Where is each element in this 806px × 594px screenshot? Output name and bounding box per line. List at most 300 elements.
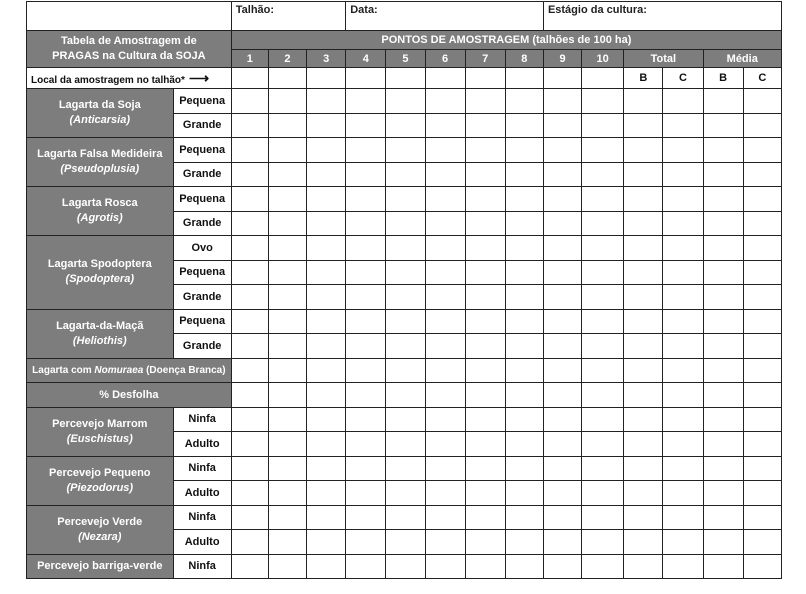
data-cell[interactable] <box>307 162 346 187</box>
data-cell[interactable] <box>386 530 425 555</box>
data-cell[interactable] <box>268 89 306 114</box>
data-cell[interactable] <box>386 187 425 212</box>
data-cell[interactable] <box>505 554 543 579</box>
data-cell[interactable] <box>582 285 624 310</box>
data-cell[interactable] <box>703 138 743 163</box>
data-cell[interactable] <box>465 113 505 138</box>
data-cell[interactable] <box>743 432 781 457</box>
data-cell[interactable] <box>582 236 624 261</box>
data-cell[interactable] <box>465 383 505 408</box>
data-cell[interactable] <box>505 505 543 530</box>
data-cell[interactable] <box>386 505 425 530</box>
data-cell[interactable] <box>543 505 581 530</box>
data-cell[interactable] <box>582 187 624 212</box>
data-cell[interactable] <box>268 285 306 310</box>
data-cell[interactable] <box>703 383 743 408</box>
data-cell[interactable] <box>543 211 581 236</box>
data-cell[interactable] <box>703 456 743 481</box>
data-cell[interactable] <box>543 358 581 383</box>
data-cell[interactable] <box>663 505 703 530</box>
data-cell[interactable] <box>624 211 663 236</box>
data-cell[interactable] <box>346 260 386 285</box>
data-cell[interactable] <box>543 113 581 138</box>
data-cell[interactable] <box>425 456 465 481</box>
data-cell[interactable] <box>624 383 663 408</box>
data-cell[interactable] <box>624 113 663 138</box>
data-cell[interactable] <box>268 211 306 236</box>
data-cell[interactable] <box>663 211 703 236</box>
data-cell[interactable] <box>425 407 465 432</box>
data-cell[interactable] <box>703 554 743 579</box>
data-cell[interactable] <box>386 481 425 506</box>
data-cell[interactable] <box>582 309 624 334</box>
data-cell[interactable] <box>505 236 543 261</box>
data-cell[interactable] <box>386 407 425 432</box>
data-cell[interactable] <box>465 285 505 310</box>
data-cell[interactable] <box>663 309 703 334</box>
data-cell[interactable] <box>582 260 624 285</box>
data-cell[interactable] <box>425 505 465 530</box>
data-cell[interactable] <box>307 554 346 579</box>
data-cell[interactable] <box>268 432 306 457</box>
data-cell[interactable] <box>268 187 306 212</box>
talhao-field[interactable]: Talhão: <box>231 2 345 31</box>
data-cell[interactable] <box>743 407 781 432</box>
local-cell[interactable] <box>505 68 543 89</box>
pest-name-cell <box>27 407 174 456</box>
local-cell[interactable] <box>386 68 425 89</box>
data-cell[interactable] <box>624 358 663 383</box>
data-cell[interactable] <box>231 358 268 383</box>
data-cell[interactable] <box>543 138 581 163</box>
data-cell[interactable] <box>703 309 743 334</box>
data-cell[interactable] <box>231 260 268 285</box>
data-cell[interactable] <box>543 334 581 359</box>
data-cell[interactable] <box>465 309 505 334</box>
local-cell[interactable] <box>307 68 346 89</box>
data-cell[interactable] <box>703 407 743 432</box>
data-cell[interactable] <box>465 554 505 579</box>
data-cell[interactable] <box>624 481 663 506</box>
data-cell[interactable] <box>307 358 346 383</box>
data-cell[interactable] <box>231 285 268 310</box>
data-cell[interactable] <box>663 383 703 408</box>
data-cell[interactable] <box>307 211 346 236</box>
data-cell[interactable] <box>703 530 743 555</box>
data-cell[interactable] <box>743 236 781 261</box>
data-cell[interactable] <box>386 285 425 310</box>
data-cell[interactable] <box>346 309 386 334</box>
sampling-sheet <box>26 1 782 579</box>
data-cell[interactable] <box>268 334 306 359</box>
data-cell[interactable] <box>307 456 346 481</box>
data-cell[interactable] <box>743 530 781 555</box>
data-cell[interactable] <box>268 358 306 383</box>
data-cell[interactable] <box>307 285 346 310</box>
data-cell[interactable] <box>582 162 624 187</box>
data-cell[interactable] <box>386 113 425 138</box>
data-cell[interactable] <box>543 89 581 114</box>
data-cell[interactable] <box>386 260 425 285</box>
data-cell[interactable] <box>307 530 346 555</box>
data-cell[interactable] <box>505 138 543 163</box>
data-cell[interactable] <box>624 285 663 310</box>
data-cell[interactable] <box>703 285 743 310</box>
data-cell[interactable] <box>663 162 703 187</box>
data-cell[interactable] <box>582 481 624 506</box>
data-cell[interactable] <box>307 334 346 359</box>
data-cell[interactable] <box>582 211 624 236</box>
data-cell[interactable] <box>743 334 781 359</box>
data-cell[interactable] <box>268 162 306 187</box>
data-cell[interactable] <box>346 432 386 457</box>
data-cell[interactable] <box>465 432 505 457</box>
data-cell[interactable] <box>346 530 386 555</box>
data-cell[interactable] <box>231 505 268 530</box>
data-cell[interactable] <box>231 554 268 579</box>
data-cell[interactable] <box>743 309 781 334</box>
data-cell[interactable] <box>425 383 465 408</box>
data-cell[interactable] <box>703 432 743 457</box>
data-cell[interactable] <box>346 554 386 579</box>
data-cell[interactable] <box>386 383 425 408</box>
data-cell[interactable] <box>543 236 581 261</box>
data-cell[interactable] <box>425 481 465 506</box>
data-cell[interactable] <box>231 383 268 408</box>
data-cell[interactable] <box>307 481 346 506</box>
data-cell[interactable] <box>386 236 425 261</box>
data-cell[interactable] <box>386 211 425 236</box>
data-cell[interactable] <box>543 260 581 285</box>
data-cell[interactable] <box>624 162 663 187</box>
data-cell[interactable] <box>703 113 743 138</box>
data-cell[interactable] <box>307 505 346 530</box>
local-cell[interactable] <box>582 68 624 89</box>
data-field[interactable]: Data: <box>346 2 544 31</box>
data-cell[interactable] <box>231 456 268 481</box>
data-cell[interactable] <box>465 138 505 163</box>
data-cell[interactable] <box>582 456 624 481</box>
local-cell[interactable] <box>425 68 465 89</box>
data-cell[interactable] <box>465 456 505 481</box>
data-cell[interactable] <box>231 309 268 334</box>
data-cell[interactable] <box>624 138 663 163</box>
data-cell[interactable] <box>624 89 663 114</box>
data-cell[interactable] <box>663 456 703 481</box>
data-cell[interactable] <box>425 334 465 359</box>
data-cell[interactable] <box>582 554 624 579</box>
data-cell[interactable] <box>703 187 743 212</box>
data-cell[interactable] <box>624 407 663 432</box>
data-cell[interactable] <box>505 530 543 555</box>
data-cell[interactable] <box>663 187 703 212</box>
data-cell[interactable] <box>386 309 425 334</box>
data-cell[interactable] <box>465 407 505 432</box>
data-cell[interactable] <box>505 407 543 432</box>
data-cell[interactable] <box>543 383 581 408</box>
data-cell[interactable] <box>231 432 268 457</box>
data-cell[interactable] <box>386 358 425 383</box>
data-cell[interactable] <box>743 211 781 236</box>
data-cell[interactable] <box>425 187 465 212</box>
data-cell[interactable] <box>268 383 306 408</box>
data-cell[interactable] <box>743 187 781 212</box>
data-cell[interactable] <box>505 187 543 212</box>
local-cell[interactable] <box>268 68 306 89</box>
data-cell[interactable] <box>346 162 386 187</box>
data-cell[interactable] <box>703 505 743 530</box>
data-cell[interactable] <box>425 554 465 579</box>
data-cell[interactable] <box>465 162 505 187</box>
data-cell[interactable] <box>505 260 543 285</box>
local-cell[interactable] <box>346 68 386 89</box>
data-cell[interactable] <box>425 358 465 383</box>
data-cell[interactable] <box>268 138 306 163</box>
data-cell[interactable] <box>268 554 306 579</box>
data-cell[interactable] <box>703 358 743 383</box>
data-cell[interactable] <box>465 211 505 236</box>
data-cell[interactable] <box>307 309 346 334</box>
data-cell[interactable] <box>505 309 543 334</box>
data-cell[interactable] <box>268 456 306 481</box>
data-cell[interactable] <box>505 162 543 187</box>
data-cell[interactable] <box>505 89 543 114</box>
data-cell[interactable] <box>663 407 703 432</box>
data-cell[interactable] <box>268 505 306 530</box>
pest-name-cell <box>27 89 174 138</box>
data-cell[interactable] <box>231 187 268 212</box>
data-cell[interactable] <box>346 236 386 261</box>
data-cell[interactable] <box>505 334 543 359</box>
data-cell[interactable] <box>582 113 624 138</box>
pest-name: Percevejo Marrom <box>52 417 148 430</box>
data-cell[interactable] <box>268 530 306 555</box>
data-cell[interactable] <box>505 481 543 506</box>
total-c-header: C <box>663 68 703 89</box>
data-cell[interactable] <box>386 334 425 359</box>
data-cell[interactable] <box>543 187 581 212</box>
data-cell[interactable] <box>703 334 743 359</box>
data-cell[interactable] <box>231 162 268 187</box>
data-cell[interactable] <box>624 260 663 285</box>
data-cell[interactable] <box>663 481 703 506</box>
data-cell[interactable] <box>307 432 346 457</box>
data-cell[interactable] <box>543 456 581 481</box>
data-cell[interactable] <box>425 432 465 457</box>
data-cell[interactable] <box>425 309 465 334</box>
data-cell[interactable] <box>346 138 386 163</box>
data-cell[interactable] <box>231 481 268 506</box>
data-cell[interactable] <box>346 481 386 506</box>
data-cell[interactable] <box>663 113 703 138</box>
data-cell[interactable] <box>465 260 505 285</box>
data-cell[interactable] <box>703 481 743 506</box>
data-cell[interactable] <box>663 138 703 163</box>
data-cell[interactable] <box>505 211 543 236</box>
data-cell[interactable] <box>465 187 505 212</box>
data-cell[interactable] <box>624 187 663 212</box>
data-cell[interactable] <box>582 334 624 359</box>
data-cell[interactable] <box>268 407 306 432</box>
data-cell[interactable] <box>743 554 781 579</box>
data-cell[interactable] <box>543 407 581 432</box>
data-cell[interactable] <box>624 236 663 261</box>
data-cell[interactable] <box>307 187 346 212</box>
data-cell[interactable] <box>663 285 703 310</box>
data-cell[interactable] <box>703 89 743 114</box>
data-cell[interactable] <box>307 407 346 432</box>
local-cell[interactable] <box>465 68 505 89</box>
local-cell[interactable] <box>543 68 581 89</box>
data-cell[interactable] <box>231 236 268 261</box>
data-cell[interactable] <box>346 285 386 310</box>
data-cell[interactable] <box>743 138 781 163</box>
data-cell[interactable] <box>505 383 543 408</box>
data-cell[interactable] <box>307 89 346 114</box>
data-cell[interactable] <box>386 554 425 579</box>
data-cell[interactable] <box>703 211 743 236</box>
data-cell[interactable] <box>425 138 465 163</box>
data-cell[interactable] <box>231 407 268 432</box>
data-cell[interactable] <box>505 432 543 457</box>
data-cell[interactable] <box>663 432 703 457</box>
data-cell[interactable] <box>346 505 386 530</box>
data-cell[interactable] <box>268 260 306 285</box>
data-cell[interactable] <box>425 113 465 138</box>
data-cell[interactable] <box>465 481 505 506</box>
data-cell[interactable] <box>307 383 346 408</box>
data-cell[interactable] <box>346 187 386 212</box>
data-cell[interactable] <box>231 334 268 359</box>
data-cell[interactable] <box>582 407 624 432</box>
data-cell[interactable] <box>543 162 581 187</box>
data-cell[interactable] <box>743 285 781 310</box>
data-cell[interactable] <box>663 334 703 359</box>
data-cell[interactable] <box>465 505 505 530</box>
data-cell[interactable] <box>743 89 781 114</box>
data-cell[interactable] <box>663 358 703 383</box>
data-cell[interactable] <box>346 113 386 138</box>
data-cell[interactable] <box>703 260 743 285</box>
data-cell[interactable] <box>543 554 581 579</box>
data-cell[interactable] <box>582 383 624 408</box>
data-cell[interactable] <box>743 162 781 187</box>
data-cell[interactable] <box>425 530 465 555</box>
data-cell[interactable] <box>425 162 465 187</box>
data-cell[interactable] <box>624 554 663 579</box>
data-cell[interactable] <box>465 236 505 261</box>
data-cell[interactable] <box>425 236 465 261</box>
data-cell[interactable] <box>663 554 703 579</box>
data-cell[interactable] <box>624 505 663 530</box>
data-cell[interactable] <box>663 530 703 555</box>
data-cell[interactable] <box>543 432 581 457</box>
data-cell[interactable] <box>425 260 465 285</box>
data-cell[interactable] <box>386 89 425 114</box>
data-cell[interactable] <box>582 505 624 530</box>
data-cell[interactable] <box>743 481 781 506</box>
data-cell[interactable] <box>465 530 505 555</box>
data-cell[interactable] <box>663 236 703 261</box>
data-cell[interactable] <box>346 383 386 408</box>
data-cell[interactable] <box>505 113 543 138</box>
data-cell[interactable] <box>386 456 425 481</box>
data-cell[interactable] <box>231 211 268 236</box>
data-cell[interactable] <box>624 432 663 457</box>
data-cell[interactable] <box>307 138 346 163</box>
data-cell[interactable] <box>505 285 543 310</box>
data-cell[interactable] <box>346 89 386 114</box>
data-cell[interactable] <box>703 162 743 187</box>
data-cell[interactable] <box>663 89 703 114</box>
data-cell[interactable] <box>231 113 268 138</box>
data-cell[interactable] <box>386 432 425 457</box>
data-cell[interactable] <box>307 236 346 261</box>
data-cell[interactable] <box>307 260 346 285</box>
local-cell[interactable] <box>231 68 268 89</box>
data-cell[interactable] <box>465 89 505 114</box>
data-cell[interactable] <box>425 285 465 310</box>
data-cell[interactable] <box>582 89 624 114</box>
data-cell[interactable] <box>307 113 346 138</box>
estagio-field[interactable]: Estágio da cultura: <box>543 2 781 31</box>
data-cell[interactable] <box>346 407 386 432</box>
data-cell[interactable] <box>386 162 425 187</box>
data-cell[interactable] <box>268 236 306 261</box>
data-cell[interactable] <box>743 358 781 383</box>
data-cell[interactable] <box>268 309 306 334</box>
data-cell[interactable] <box>231 138 268 163</box>
data-cell[interactable] <box>268 113 306 138</box>
data-cell[interactable] <box>624 334 663 359</box>
data-cell[interactable] <box>582 138 624 163</box>
data-cell[interactable] <box>582 358 624 383</box>
data-cell[interactable] <box>663 260 703 285</box>
data-cell[interactable] <box>743 456 781 481</box>
data-cell[interactable] <box>743 505 781 530</box>
data-cell[interactable] <box>346 211 386 236</box>
data-cell[interactable] <box>743 260 781 285</box>
data-cell[interactable] <box>624 530 663 555</box>
pest-row <box>27 407 782 432</box>
data-cell[interactable] <box>231 89 268 114</box>
data-cell[interactable] <box>346 456 386 481</box>
data-cell[interactable] <box>465 358 505 383</box>
data-cell[interactable] <box>231 530 268 555</box>
data-cell[interactable] <box>582 432 624 457</box>
data-cell[interactable] <box>425 211 465 236</box>
stage-label: Ninfa <box>173 554 231 579</box>
data-cell[interactable] <box>543 530 581 555</box>
data-cell[interactable] <box>743 113 781 138</box>
data-cell[interactable] <box>505 456 543 481</box>
data-cell[interactable] <box>703 236 743 261</box>
data-cell[interactable] <box>386 138 425 163</box>
data-cell[interactable] <box>624 456 663 481</box>
data-cell[interactable] <box>425 89 465 114</box>
data-cell[interactable] <box>346 334 386 359</box>
data-cell[interactable] <box>268 481 306 506</box>
data-cell[interactable] <box>505 358 543 383</box>
data-cell[interactable] <box>543 309 581 334</box>
data-cell[interactable] <box>624 309 663 334</box>
data-cell[interactable] <box>543 481 581 506</box>
data-cell[interactable] <box>743 383 781 408</box>
data-cell[interactable] <box>543 285 581 310</box>
data-cell[interactable] <box>465 334 505 359</box>
data-cell[interactable] <box>582 530 624 555</box>
data-cell[interactable] <box>346 358 386 383</box>
